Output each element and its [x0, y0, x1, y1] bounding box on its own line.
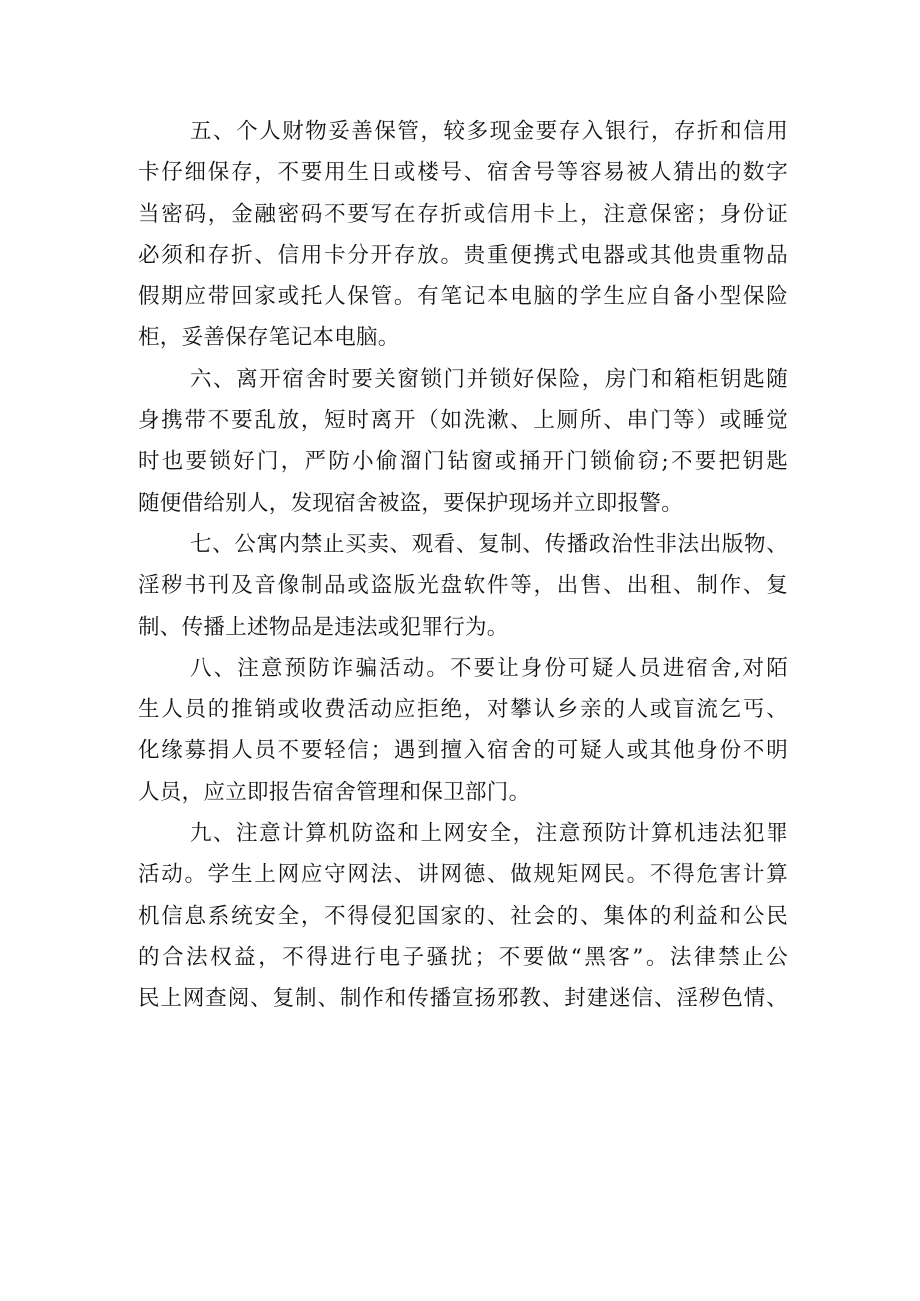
paragraph-5 [138, 111, 788, 359]
text-line: 生人员的推销或收费活动应拒绝，对攀认乡亲的人或盲流乞丐、 [138, 697, 788, 723]
text-line: 机信息系统安全，不得侵犯国家的、社会的、集体的利益和公民 [138, 903, 788, 929]
paragraph-6 [138, 359, 788, 524]
text-line: 柜，妥善保存笔记本电脑。 [138, 325, 400, 351]
text-line: 化缘募捐人员不要轻信；遇到擅入宿舍的可疑人或其他身份不明 [138, 738, 788, 764]
text-line: 制、传播上述物品是违法或犯罪行为。 [138, 614, 509, 640]
text-line: 时也要锁好门，严防小偷溜门钻窗或捅开门锁偷窃;不要把钥匙 [138, 449, 788, 475]
text-line: 随便借给别人，发现宿舍被盗，要保护现场并立即报警。 [138, 490, 684, 516]
text-line: 身携带不要乱放，短时离开（如洗漱、上厕所、串门等）或睡觉 [138, 408, 788, 434]
text-line: 民上网查阅、复制、制作和传播宣扬邪教、封建迷信、淫秽色情、 [138, 986, 788, 1012]
text-line: 的合法权益，不得进行电子骚扰；不要做“黑客”。法律禁止公 [138, 944, 788, 970]
text-line: 八、注意预防诈骗活动。不要让身份可疑人员进宿舍,对陌 [190, 655, 788, 681]
text-line: 卡仔细保存，不要用生日或楼号、宿舍号等容易被人猜出的数字 [138, 160, 788, 186]
paragraph-9 [138, 813, 788, 1019]
text-line: 假期应带回家或托人保管。有笔记本电脑的学生应自备小型保险 [138, 284, 788, 310]
text-line: 九、注意计算机防盗和上网安全，注意预防计算机违法犯罪 [190, 821, 788, 847]
text-line: 活动。学生上网应守网法、讲网德、做规矩网民。不得危害计算 [138, 862, 788, 888]
paragraph-7 [138, 524, 788, 648]
text-line: 必须和存折、信用卡分开存放。贵重便携式电器或其他贵重物品 [138, 242, 788, 268]
document-body [138, 111, 788, 1020]
text-line: 淫秽书刊及音像制品或盗版光盘软件等，出售、出租、制作、复 [138, 573, 788, 599]
text-line: 七、公寓内禁止买卖、观看、复制、传播政治性非法出版物、 [190, 531, 788, 557]
text-line: 六、离开宿舍时要关窗锁门并锁好保险，房门和箱柜钥匙随 [190, 366, 788, 392]
text-line: 五、个人财物妥善保管，较多现金要存入银行，存折和信用 [190, 119, 788, 144]
text-line: 人员，应立即报告宿舍管理和保卫部门。 [138, 779, 531, 805]
text-line: 当密码，金融密码不要写在存折或信用卡上，注意保密；身份证 [138, 201, 788, 227]
paragraph-8 [138, 648, 788, 813]
